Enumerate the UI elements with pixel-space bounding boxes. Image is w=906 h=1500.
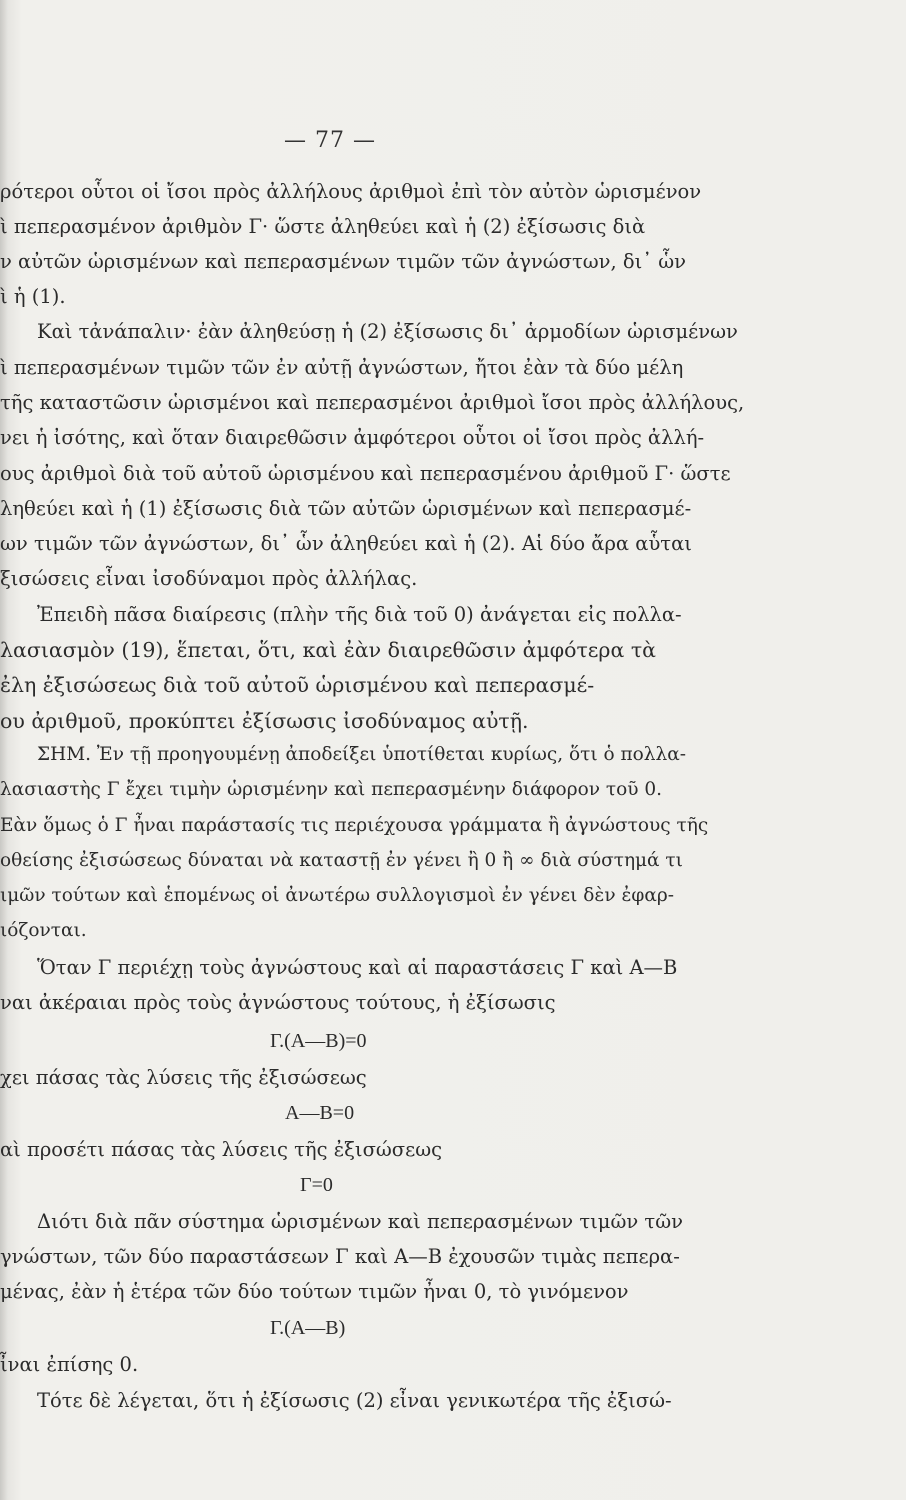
- text-line: οθείσης ἐξισώσεως δύναται νὰ καταστῇ ἐν γένει ἢ 0 ἢ ∞ διὰ σύστημά τι: [0, 850, 683, 871]
- text-line: ου ἀριθμοῦ, προκύπτει ἐξίσωσις ἰσοδύναμος αὐτῇ.: [0, 709, 529, 733]
- text-line: ων τιμῶν τῶν ἀγνώστων, δι᾽ ὧν ἀληθεύει καὶ ἡ (2). Αἱ δύο ἄρα αὗται: [0, 532, 692, 555]
- page-number: — 77 —: [284, 128, 376, 153]
- text-line: λασιαστὴς Γ ἔχει τιμὴν ὡρισμένην καὶ πεπερασμένην διάφορον τοῦ 0.: [0, 779, 662, 800]
- text-line: ιμῶν τούτων καὶ ἑπομένως οἱ ἀνωτέρω συλλογισμοὶ ἐν γένει δὲν ἐφαρ-: [0, 885, 674, 906]
- equation: Γ=0: [300, 1174, 333, 1196]
- text-line: ὶ ἡ (1).: [0, 285, 66, 308]
- text-line: χει πάσας τὰς λύσεις τῆς ἐξισώσεως: [0, 1066, 367, 1089]
- text-line: ους ἀριθμοὶ διὰ τοῦ αὐτοῦ ὡρισμένου καὶ πεπερασμένου ἀριθμοῦ Γ· ὥστε: [0, 462, 731, 485]
- text-line: Διότι διὰ πᾶν σύστημα ὡρισμένων καὶ πεπερασμένων τιμῶν τῶν: [37, 1210, 683, 1233]
- text-line: Εὰν ὅμως ὁ Γ ἦναι παράστασίς τις περιέχουσα γράμματα ἢ ἀγνώστους τῆς: [0, 815, 709, 836]
- text-line: ν αὐτῶν ὡρισμένων καὶ πεπερασμένων τιμῶν τῶν ἀγνώστων, δι᾽ ὧν: [0, 250, 687, 273]
- text-line: νει ἡ ἰσότης, καὶ ὅταν διαιρεθῶσιν ἀμφότεροι οὗτοι οἱ ἴσοι πρὸς ἀλλή-: [0, 426, 705, 449]
- text-line: γνώστων, τῶν δύο παραστάσεων Γ καὶ Α—Β ἐχουσῶν τιμὰς πεπερα-: [0, 1245, 680, 1268]
- text-line: Τότε δὲ λέγεται, ὅτι ἡ ἐξίσωσις (2) εἶναι γενικωτέρα τῆς ἐξισώ-: [37, 1389, 672, 1412]
- text-line: ιόζονται.: [0, 920, 87, 941]
- equation: Γ.(Α—Β): [270, 1317, 346, 1339]
- text-line: ἐλη ἐξισώσεως διὰ τοῦ αὐτοῦ ὡρισμένου καὶ πεπερασμέ-: [0, 673, 595, 697]
- text-line: μένας, ἐὰν ἡ ἑτέρα τῶν δύο τούτων τιμῶν ἦναι 0, τὸ γινόμενον: [0, 1280, 629, 1303]
- text-line: αὶ προσέτι πάσας τὰς λύσεις τῆς ἐξισώσεως: [0, 1138, 443, 1161]
- text-line: ληθεύει καὶ ἡ (1) ἐξίσωσις διὰ τῶν αὐτῶν ὡρισμένων καὶ πεπερασμέ-: [0, 497, 692, 520]
- text-line: λασιασμὸν (19), ἕπεται, ὅτι, καὶ ἐὰν διαιρεθῶσιν ἀμφότερα τὰ: [0, 638, 657, 662]
- text-line: ρότεροι οὗτοι οἱ ἴσοι πρὸς ἀλλήλους ἀριθμοὶ ἐπὶ τὸν αὐτὸν ὡρισμένον: [0, 180, 702, 203]
- text-line: τῆς καταστῶσιν ὡρισμένοι καὶ πεπερασμένοι ἀριθμοὶ ἴσοι πρὸς ἀλλήλους,: [0, 391, 745, 414]
- text-line: Ὅταν Γ περιέχῃ τοὺς ἀγνώστους καὶ αἱ παραστάσεις Γ καὶ Α—Β: [37, 956, 678, 979]
- text-line: ἶναι ἐπίσης 0.: [0, 1353, 139, 1376]
- text-line: ναι ἀκέραιαι πρὸς τοὺς ἀγνώστους τούτους, ἡ ἐξίσωσις: [0, 991, 556, 1014]
- text-line: Ἐπειδὴ πᾶσα διαίρεσις (πλὴν τῆς διὰ τοῦ 0) ἀνάγεται εἰς πολλα-: [37, 603, 682, 626]
- text-line: Καὶ τἀνάπαλιν· ἐὰν ἀληθεύσῃ ἡ (2) ἐξίσωσις δι᾽ ἁρμοδίων ὡρισμένων: [37, 320, 738, 343]
- text-line: ὶ πεπερασμένον ἀριθμὸν Γ· ὥστε ἀληθεύει καὶ ἡ (2) ἐξίσωσις διὰ: [0, 215, 646, 238]
- text-line: ξισώσεις εἶναι ἰσοδύναμοι πρὸς ἀλλήλας.: [0, 567, 418, 590]
- text-line: ΣΗΜ. Ἐν τῇ προηγουμένῃ ἀποδείξει ὑποτίθεται κυρίως, ὅτι ὁ πολλα-: [37, 744, 686, 765]
- text-line: ὶ πεπερασμένων τιμῶν τῶν ἐν αὐτῇ ἀγνώστων, ἤτοι ἐὰν τὰ δύο μέλη: [0, 356, 684, 379]
- equation: Α—Β=0: [285, 1102, 355, 1124]
- equation: Γ.(Α—Β)=0: [270, 1030, 367, 1052]
